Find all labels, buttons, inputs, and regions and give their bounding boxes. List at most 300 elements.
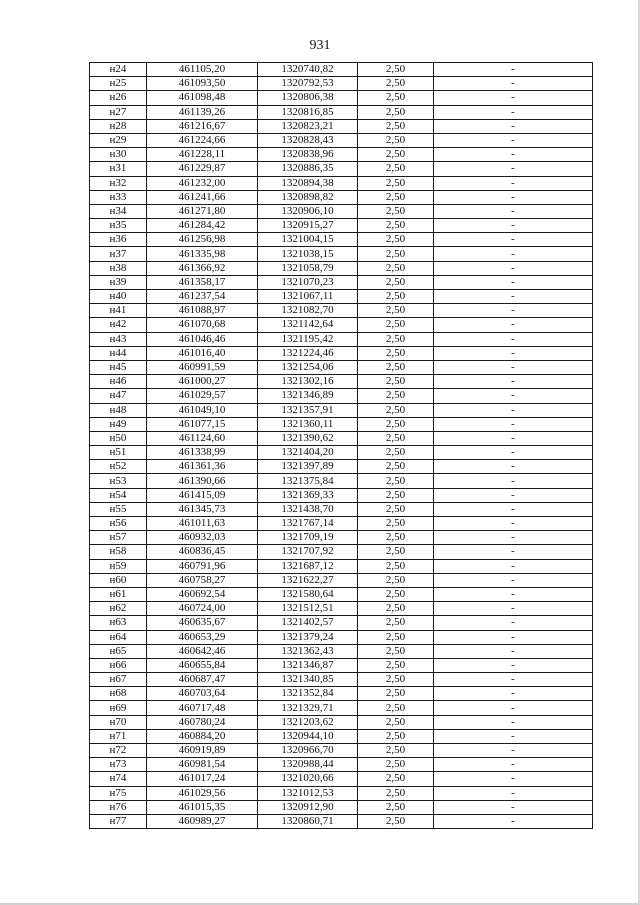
- note-cell: -: [434, 247, 593, 261]
- point-id-cell: н38: [90, 261, 147, 275]
- note-cell: -: [434, 446, 593, 460]
- point-id-cell: н29: [90, 133, 147, 147]
- accuracy-cell: 2,50: [358, 332, 434, 346]
- y-coordinate-cell: 1320828,43: [258, 133, 358, 147]
- point-id-cell: н31: [90, 162, 147, 176]
- y-coordinate-cell: 1320912,90: [258, 800, 358, 814]
- accuracy-cell: 2,50: [358, 531, 434, 545]
- note-cell: -: [434, 616, 593, 630]
- table-row: [90, 346, 593, 360]
- accuracy-cell: 2,50: [358, 517, 434, 531]
- note-cell: -: [434, 431, 593, 445]
- note-cell: -: [434, 460, 593, 474]
- point-id-cell: н55: [90, 502, 147, 516]
- x-coordinate-cell: 460717,48: [147, 701, 258, 715]
- y-coordinate-cell: 1321767,14: [258, 517, 358, 531]
- point-id-cell: н39: [90, 275, 147, 289]
- accuracy-cell: 2,50: [358, 77, 434, 91]
- table-row: [90, 233, 593, 247]
- y-coordinate-cell: 1321142,64: [258, 318, 358, 332]
- table-row: [90, 474, 593, 488]
- y-coordinate-cell: 1321082,70: [258, 304, 358, 318]
- y-coordinate-cell: 1321203,62: [258, 715, 358, 729]
- y-coordinate-cell: 1321362,43: [258, 644, 358, 658]
- x-coordinate-cell: 460642,46: [147, 644, 258, 658]
- x-coordinate-cell: 461390,66: [147, 474, 258, 488]
- note-cell: -: [434, 148, 593, 162]
- x-coordinate-cell: 460687,47: [147, 673, 258, 687]
- y-coordinate-cell: 1320816,85: [258, 105, 358, 119]
- note-cell: -: [434, 658, 593, 672]
- point-id-cell: н77: [90, 814, 147, 828]
- x-coordinate-cell: 461029,57: [147, 389, 258, 403]
- accuracy-cell: 2,50: [358, 616, 434, 630]
- table-row: [90, 616, 593, 630]
- table-row: [90, 304, 593, 318]
- y-coordinate-cell: 1320906,10: [258, 204, 358, 218]
- y-coordinate-cell: 1321012,53: [258, 786, 358, 800]
- accuracy-cell: 2,50: [358, 559, 434, 573]
- point-id-cell: н44: [90, 346, 147, 360]
- x-coordinate-cell: 461224,66: [147, 133, 258, 147]
- note-cell: -: [434, 701, 593, 715]
- table-row: [90, 701, 593, 715]
- note-cell: -: [434, 162, 593, 176]
- note-cell: -: [434, 772, 593, 786]
- point-id-cell: н26: [90, 91, 147, 105]
- table-row: [90, 744, 593, 758]
- point-id-cell: н61: [90, 587, 147, 601]
- accuracy-cell: 2,50: [358, 63, 434, 77]
- accuracy-cell: 2,50: [358, 176, 434, 190]
- accuracy-cell: 2,50: [358, 474, 434, 488]
- note-cell: -: [434, 360, 593, 374]
- y-coordinate-cell: 1320823,21: [258, 119, 358, 133]
- table-row: [90, 290, 593, 304]
- y-coordinate-cell: 1321622,27: [258, 573, 358, 587]
- point-id-cell: н75: [90, 786, 147, 800]
- accuracy-cell: 2,50: [358, 148, 434, 162]
- table-row: [90, 786, 593, 800]
- note-cell: -: [434, 644, 593, 658]
- accuracy-cell: 2,50: [358, 687, 434, 701]
- note-cell: -: [434, 63, 593, 77]
- table-row: [90, 573, 593, 587]
- table-row: [90, 715, 593, 729]
- y-coordinate-cell: 1321340,85: [258, 673, 358, 687]
- x-coordinate-cell: 461077,15: [147, 417, 258, 431]
- x-coordinate-cell: 460635,67: [147, 616, 258, 630]
- table-row: [90, 119, 593, 133]
- y-coordinate-cell: 1320915,27: [258, 219, 358, 233]
- table-row: [90, 91, 593, 105]
- point-id-cell: н30: [90, 148, 147, 162]
- note-cell: -: [434, 403, 593, 417]
- note-cell: -: [434, 304, 593, 318]
- point-id-cell: н25: [90, 77, 147, 91]
- point-id-cell: н66: [90, 658, 147, 672]
- accuracy-cell: 2,50: [358, 403, 434, 417]
- point-id-cell: н43: [90, 332, 147, 346]
- x-coordinate-cell: 461049,10: [147, 403, 258, 417]
- x-coordinate-cell: 461228,11: [147, 148, 258, 162]
- point-id-cell: н42: [90, 318, 147, 332]
- note-cell: -: [434, 502, 593, 516]
- point-id-cell: н46: [90, 375, 147, 389]
- note-cell: -: [434, 176, 593, 190]
- table-row: [90, 545, 593, 559]
- point-id-cell: н57: [90, 531, 147, 545]
- table-row: [90, 644, 593, 658]
- y-coordinate-cell: 1321070,23: [258, 275, 358, 289]
- table-row: [90, 417, 593, 431]
- y-coordinate-cell: 1321352,84: [258, 687, 358, 701]
- x-coordinate-cell: 461366,92: [147, 261, 258, 275]
- page-number: 931: [309, 38, 331, 53]
- x-coordinate-cell: 460724,00: [147, 602, 258, 616]
- accuracy-cell: 2,50: [358, 446, 434, 460]
- table-row: [90, 133, 593, 147]
- x-coordinate-cell: 461015,35: [147, 800, 258, 814]
- x-coordinate-cell: 461216,67: [147, 119, 258, 133]
- accuracy-cell: 2,50: [358, 360, 434, 374]
- y-coordinate-cell: 1321346,89: [258, 389, 358, 403]
- point-id-cell: н71: [90, 729, 147, 743]
- point-id-cell: н35: [90, 219, 147, 233]
- note-cell: -: [434, 517, 593, 531]
- note-cell: -: [434, 758, 593, 772]
- accuracy-cell: 2,50: [358, 233, 434, 247]
- table-row: [90, 105, 593, 119]
- accuracy-cell: 2,50: [358, 573, 434, 587]
- y-coordinate-cell: 1321402,57: [258, 616, 358, 630]
- note-cell: -: [434, 673, 593, 687]
- x-coordinate-cell: 460655,84: [147, 658, 258, 672]
- x-coordinate-cell: 460780,24: [147, 715, 258, 729]
- note-cell: -: [434, 375, 593, 389]
- y-coordinate-cell: 1321020,66: [258, 772, 358, 786]
- point-id-cell: н68: [90, 687, 147, 701]
- note-cell: -: [434, 389, 593, 403]
- point-id-cell: н64: [90, 630, 147, 644]
- x-coordinate-cell: 461338,99: [147, 446, 258, 460]
- table-row: [90, 587, 593, 601]
- table-row: [90, 814, 593, 828]
- table-row: [90, 77, 593, 91]
- table-row: [90, 630, 593, 644]
- y-coordinate-cell: 1321404,20: [258, 446, 358, 460]
- x-coordinate-cell: 461229,87: [147, 162, 258, 176]
- point-id-cell: н74: [90, 772, 147, 786]
- point-id-cell: н48: [90, 403, 147, 417]
- x-coordinate-cell: 461284,42: [147, 219, 258, 233]
- table-row: [90, 219, 593, 233]
- point-id-cell: н53: [90, 474, 147, 488]
- note-cell: -: [434, 602, 593, 616]
- x-coordinate-cell: 460703,64: [147, 687, 258, 701]
- point-id-cell: н70: [90, 715, 147, 729]
- note-cell: -: [434, 346, 593, 360]
- point-id-cell: н59: [90, 559, 147, 573]
- x-coordinate-cell: 461124,60: [147, 431, 258, 445]
- accuracy-cell: 2,50: [358, 261, 434, 275]
- accuracy-cell: 2,50: [358, 715, 434, 729]
- point-id-cell: н27: [90, 105, 147, 119]
- table-row: [90, 431, 593, 445]
- x-coordinate-cell: 461241,66: [147, 190, 258, 204]
- point-id-cell: н60: [90, 573, 147, 587]
- note-cell: -: [434, 417, 593, 431]
- table-row: [90, 502, 593, 516]
- x-coordinate-cell: 461256,98: [147, 233, 258, 247]
- accuracy-cell: 2,50: [358, 91, 434, 105]
- y-coordinate-cell: 1320966,70: [258, 744, 358, 758]
- point-id-cell: н69: [90, 701, 147, 715]
- x-coordinate-cell: 461358,17: [147, 275, 258, 289]
- accuracy-cell: 2,50: [358, 105, 434, 119]
- accuracy-cell: 2,50: [358, 729, 434, 743]
- point-id-cell: н72: [90, 744, 147, 758]
- accuracy-cell: 2,50: [358, 502, 434, 516]
- x-coordinate-cell: 461088,97: [147, 304, 258, 318]
- point-id-cell: н67: [90, 673, 147, 687]
- point-id-cell: н65: [90, 644, 147, 658]
- y-coordinate-cell: 1320838,96: [258, 148, 358, 162]
- point-id-cell: н32: [90, 176, 147, 190]
- y-coordinate-cell: 1320792,53: [258, 77, 358, 91]
- x-coordinate-cell: 460758,27: [147, 573, 258, 587]
- accuracy-cell: 2,50: [358, 290, 434, 304]
- y-coordinate-cell: 1321369,33: [258, 488, 358, 502]
- y-coordinate-cell: 1321580,64: [258, 587, 358, 601]
- y-coordinate-cell: 1321224,46: [258, 346, 358, 360]
- table-row: [90, 772, 593, 786]
- table-row: [90, 758, 593, 772]
- x-coordinate-cell: 461335,98: [147, 247, 258, 261]
- table-row: [90, 148, 593, 162]
- x-coordinate-cell: 461093,50: [147, 77, 258, 91]
- accuracy-cell: 2,50: [358, 786, 434, 800]
- table-row: [90, 403, 593, 417]
- point-id-cell: н24: [90, 63, 147, 77]
- note-cell: -: [434, 488, 593, 502]
- note-cell: -: [434, 814, 593, 828]
- accuracy-cell: 2,50: [358, 772, 434, 786]
- point-id-cell: н50: [90, 431, 147, 445]
- x-coordinate-cell: 461415,09: [147, 488, 258, 502]
- y-coordinate-cell: 1321038,15: [258, 247, 358, 261]
- table-row: [90, 190, 593, 204]
- table-row: [90, 687, 593, 701]
- table-row: [90, 375, 593, 389]
- x-coordinate-cell: 461105,20: [147, 63, 258, 77]
- table-row: [90, 176, 593, 190]
- table-row: [90, 360, 593, 374]
- note-cell: -: [434, 729, 593, 743]
- accuracy-cell: 2,50: [358, 758, 434, 772]
- point-id-cell: н62: [90, 602, 147, 616]
- note-cell: -: [434, 275, 593, 289]
- note-cell: -: [434, 119, 593, 133]
- x-coordinate-cell: 461017,24: [147, 772, 258, 786]
- accuracy-cell: 2,50: [358, 375, 434, 389]
- table-row: [90, 247, 593, 261]
- note-cell: -: [434, 318, 593, 332]
- y-coordinate-cell: 1321707,92: [258, 545, 358, 559]
- accuracy-cell: 2,50: [358, 119, 434, 133]
- accuracy-cell: 2,50: [358, 814, 434, 828]
- note-cell: -: [434, 204, 593, 218]
- y-coordinate-cell: 1321687,12: [258, 559, 358, 573]
- accuracy-cell: 2,50: [358, 219, 434, 233]
- y-coordinate-cell: 1320894,38: [258, 176, 358, 190]
- x-coordinate-cell: 461361,36: [147, 460, 258, 474]
- note-cell: -: [434, 219, 593, 233]
- accuracy-cell: 2,50: [358, 800, 434, 814]
- y-coordinate-cell: 1321329,71: [258, 701, 358, 715]
- accuracy-cell: 2,50: [358, 417, 434, 431]
- point-id-cell: н56: [90, 517, 147, 531]
- x-coordinate-cell: 461098,48: [147, 91, 258, 105]
- y-coordinate-cell: 1321709,19: [258, 531, 358, 545]
- y-coordinate-cell: 1321512,51: [258, 602, 358, 616]
- note-cell: -: [434, 233, 593, 247]
- accuracy-cell: 2,50: [358, 658, 434, 672]
- y-coordinate-cell: 1321397,89: [258, 460, 358, 474]
- x-coordinate-cell: 461070,68: [147, 318, 258, 332]
- note-cell: -: [434, 559, 593, 573]
- accuracy-cell: 2,50: [358, 304, 434, 318]
- accuracy-cell: 2,50: [358, 204, 434, 218]
- point-id-cell: н51: [90, 446, 147, 460]
- note-cell: -: [434, 573, 593, 587]
- y-coordinate-cell: 1320860,71: [258, 814, 358, 828]
- note-cell: -: [434, 474, 593, 488]
- table-row: [90, 488, 593, 502]
- note-cell: -: [434, 105, 593, 119]
- note-cell: -: [434, 133, 593, 147]
- x-coordinate-cell: 461237,54: [147, 290, 258, 304]
- accuracy-cell: 2,50: [358, 488, 434, 502]
- table-row: [90, 658, 593, 672]
- x-coordinate-cell: 461046,46: [147, 332, 258, 346]
- note-cell: -: [434, 531, 593, 545]
- table-row: [90, 800, 593, 814]
- y-coordinate-cell: 1320944,10: [258, 729, 358, 743]
- point-id-cell: н54: [90, 488, 147, 502]
- y-coordinate-cell: 1321058,79: [258, 261, 358, 275]
- y-coordinate-cell: 1321346,87: [258, 658, 358, 672]
- x-coordinate-cell: 461016,40: [147, 346, 258, 360]
- table-row: [90, 332, 593, 346]
- accuracy-cell: 2,50: [358, 162, 434, 176]
- point-id-cell: н63: [90, 616, 147, 630]
- point-id-cell: н40: [90, 290, 147, 304]
- note-cell: -: [434, 744, 593, 758]
- x-coordinate-cell: 460989,27: [147, 814, 258, 828]
- point-id-cell: н73: [90, 758, 147, 772]
- note-cell: -: [434, 587, 593, 601]
- note-cell: -: [434, 332, 593, 346]
- accuracy-cell: 2,50: [358, 133, 434, 147]
- point-id-cell: н76: [90, 800, 147, 814]
- table-row: [90, 261, 593, 275]
- note-cell: -: [434, 77, 593, 91]
- point-id-cell: н52: [90, 460, 147, 474]
- x-coordinate-cell: 460932,03: [147, 531, 258, 545]
- x-coordinate-cell: 461139,26: [147, 105, 258, 119]
- point-id-cell: н37: [90, 247, 147, 261]
- note-cell: -: [434, 800, 593, 814]
- note-cell: -: [434, 261, 593, 275]
- y-coordinate-cell: 1321004,15: [258, 233, 358, 247]
- note-cell: -: [434, 786, 593, 800]
- y-coordinate-cell: 1321375,84: [258, 474, 358, 488]
- note-cell: -: [434, 687, 593, 701]
- accuracy-cell: 2,50: [358, 389, 434, 403]
- accuracy-cell: 2,50: [358, 602, 434, 616]
- y-coordinate-cell: 1321254,06: [258, 360, 358, 374]
- table-row: [90, 559, 593, 573]
- table-row: [90, 204, 593, 218]
- x-coordinate-cell: 461345,73: [147, 502, 258, 516]
- point-id-cell: н49: [90, 417, 147, 431]
- x-coordinate-cell: 460836,45: [147, 545, 258, 559]
- accuracy-cell: 2,50: [358, 644, 434, 658]
- accuracy-cell: 2,50: [358, 190, 434, 204]
- point-id-cell: н47: [90, 389, 147, 403]
- point-id-cell: н36: [90, 233, 147, 247]
- x-coordinate-cell: 461029,56: [147, 786, 258, 800]
- table-row: [90, 729, 593, 743]
- accuracy-cell: 2,50: [358, 431, 434, 445]
- note-cell: -: [434, 545, 593, 559]
- x-coordinate-cell: 460919,89: [147, 744, 258, 758]
- y-coordinate-cell: 1320988,44: [258, 758, 358, 772]
- table-row: [90, 460, 593, 474]
- note-cell: -: [434, 91, 593, 105]
- accuracy-cell: 2,50: [358, 247, 434, 261]
- accuracy-cell: 2,50: [358, 701, 434, 715]
- accuracy-cell: 2,50: [358, 275, 434, 289]
- table-row: [90, 275, 593, 289]
- note-cell: -: [434, 630, 593, 644]
- y-coordinate-cell: 1320740,82: [258, 63, 358, 77]
- note-cell: -: [434, 290, 593, 304]
- y-coordinate-cell: 1320898,82: [258, 190, 358, 204]
- table-row: [90, 602, 593, 616]
- table-row: [90, 318, 593, 332]
- accuracy-cell: 2,50: [358, 587, 434, 601]
- note-cell: -: [434, 715, 593, 729]
- y-coordinate-cell: 1321357,91: [258, 403, 358, 417]
- accuracy-cell: 2,50: [358, 346, 434, 360]
- accuracy-cell: 2,50: [358, 630, 434, 644]
- x-coordinate-cell: 460692,54: [147, 587, 258, 601]
- table-row: [90, 673, 593, 687]
- coordinates-table-body: [90, 63, 593, 829]
- x-coordinate-cell: 461000,27: [147, 375, 258, 389]
- x-coordinate-cell: 460884,20: [147, 729, 258, 743]
- coordinates-table: [89, 62, 593, 829]
- table-row: [90, 162, 593, 176]
- table-row: [90, 389, 593, 403]
- point-id-cell: н45: [90, 360, 147, 374]
- point-id-cell: н33: [90, 190, 147, 204]
- y-coordinate-cell: 1321390,62: [258, 431, 358, 445]
- y-coordinate-cell: 1320806,38: [258, 91, 358, 105]
- point-id-cell: н58: [90, 545, 147, 559]
